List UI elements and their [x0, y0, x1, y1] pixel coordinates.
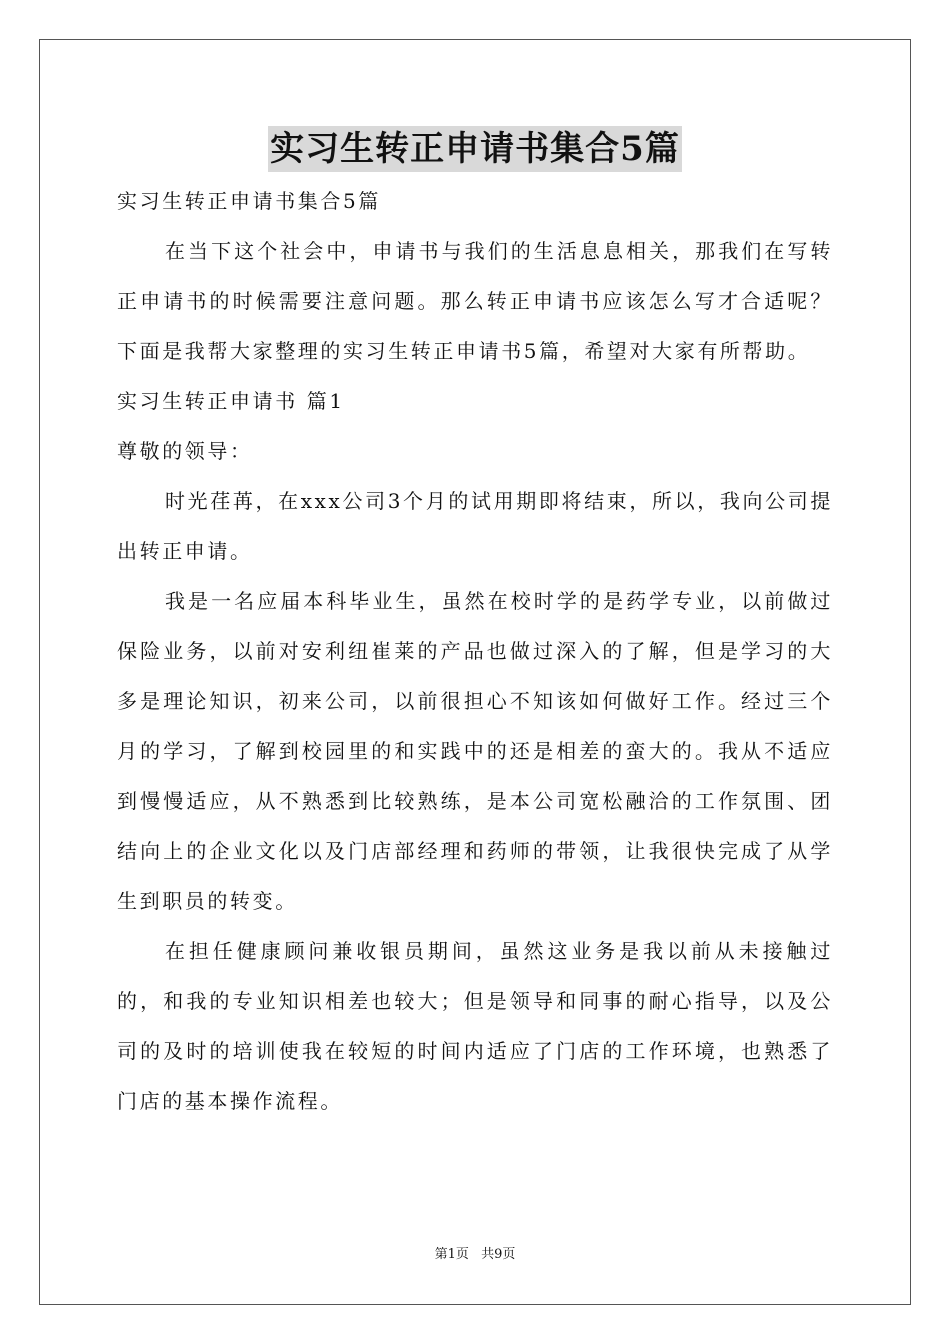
page-number: 第1页 — [434, 1247, 469, 1262]
salutation: 尊敬的领导： — [117, 439, 253, 463]
section-heading: 实习生转正申请书 篇1 — [117, 389, 345, 413]
paragraph-intro: 在当下这个社会中，申请书与我们的生活息息相关，那我们在写转正申请书的时候需要注意问题。那么转正申请书应该怎么写才合适呢？下面是我帮大家整理的实习生转正申请书5篇，希望对大家有所帮助。 — [117, 239, 833, 363]
paragraph: 在担任健康顾问兼收银员期间，虽然这业务是我以前从未接触过的，和我的专业知识相差也较大；但是领导和同事的耐心指导，以及公司的及时的培训使我在较短的时间内适应了门店的工作环境，也熟悉了门店的基本操作流程。 — [117, 939, 833, 1113]
document-body — [117, 176, 833, 1126]
paragraph-subtitle: 实习生转正申请书集合5篇 — [117, 189, 381, 213]
title-container — [0, 126, 950, 172]
page-total: 共9页 — [481, 1247, 516, 1262]
document-title: 实习生转正申请书集合5篇 — [268, 126, 682, 172]
paragraph: 时光荏苒，在xxx公司3个月的试用期即将结束，所以，我向公司提出转正申请。 — [117, 489, 833, 563]
paragraph: 我是一名应届本科毕业生，虽然在校时学的是药学专业，以前做过保险业务，以前对安利纽崔莱的产品也做过深入的了解，但是学习的大多是理论知识，初来公司，以前很担心不知该如何做好工作。经过三个月的学习，了解到校园里的和实践中的还是相差的蛮大的。我从不适应到慢慢适应，从不熟悉到比较熟练，是本公司宽松融洽的工作氛围、团结向上的企业文化以及门店部经理和药师的带领，让我很快完成了从学生到职员的转变。 — [117, 589, 833, 913]
page-footer — [0, 1245, 950, 1265]
